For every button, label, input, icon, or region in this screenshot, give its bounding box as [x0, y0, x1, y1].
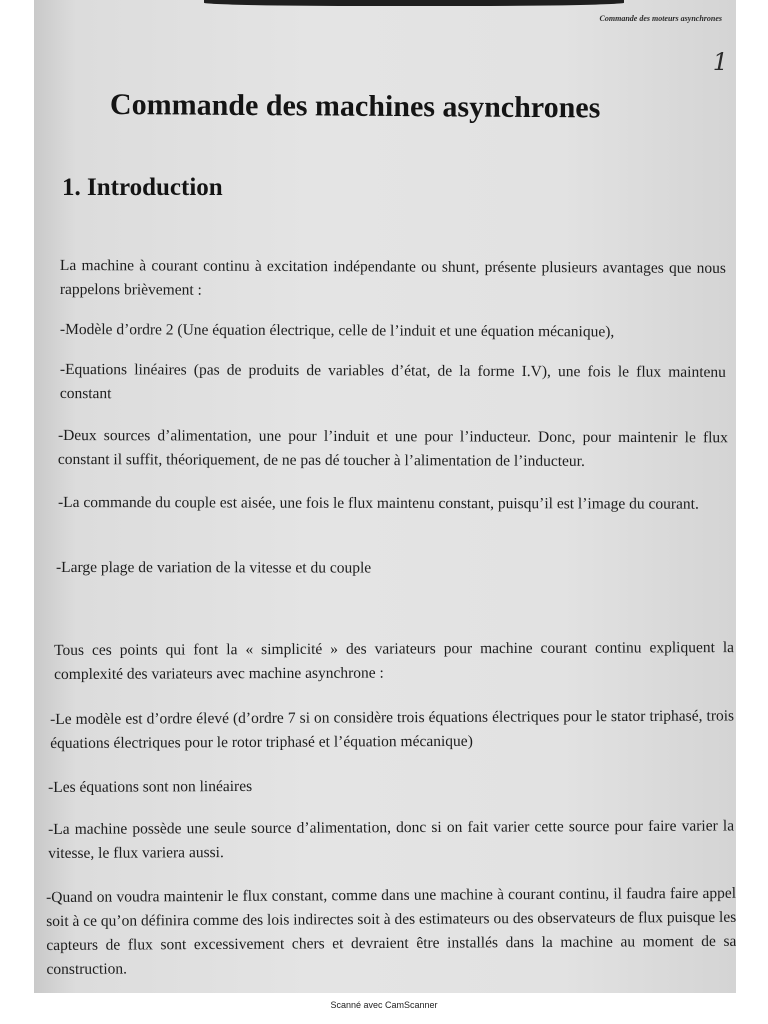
paragraph-complexity-intro: Tous ces points qui font la « simplicité » des variateurs pour machine courant continu expliquent la complexité des variateurs avec machine asynchrone : [54, 638, 735, 683]
paragraph-advantage-range: -Large plage de variation de la vitesse et du couple [55, 558, 372, 577]
paragraph-complexity-nonlinear: -Les équations sont non linéaires [48, 777, 253, 796]
page-top-shadow [204, 0, 624, 6]
section-heading: 1. Introduction [62, 174, 223, 201]
paragraph-advantage-torque: -La commande du couple est aisée, une fois le flux maintenu constant, puisqu’il est l’image du courant. [57, 493, 699, 513]
document-title: Commande des machines asynchrones [109, 88, 601, 125]
paragraph-complexity-order: -Le modèle est d’ordre élevé (d’ordre 7 si on considère trois équations électriques pour le stator triphasé, trois équations électriques pour le rotor triphasé et l’équation mécanique) [50, 706, 735, 752]
scanner-watermark: Scanné avec CamScanner [330, 1000, 438, 1010]
running-header: Commande des moteurs asynchrones [599, 14, 722, 23]
paragraph-complexity-source: -La machine possède une seule source d’alimentation, donc si on fait varier cette source pour faire varier la vitesse, le flux variera aussi. [48, 816, 735, 862]
paragraph-complexity-flux: -Quand on voudra maintenir le flux constant, comme dans une machine à courant continu, il faudra faire appel soit à ce qu’on définira comme des lois indirectes soit à des estimateurs ou des observateurs de flux puisque les capteurs de flux sont excessivement chers et devraient être installés dans la machine au moment de sa construction. [46, 884, 736, 978]
paragraph-advantage-sources: -Deux sources d’alimentation, une pour l’induit et une pour l’inducteur. Donc, pour maintenir le flux constant il suffit, théoriquement, de ne pas dé toucher à l’alimentation de l’inducteur. [57, 426, 728, 470]
handwritten-page-number: 1 [712, 48, 728, 76]
scanned-page [34, 0, 736, 993]
paragraph-intro: La machine à courant continu à excitation indépendante ou shunt, présente plusieurs avantages que nous rappelons brièvement : [59, 256, 726, 299]
paragraph-advantage-order: -Modèle d’ordre 2 (Une équation électrique, celle de l’induit et une équation mécanique), [59, 320, 615, 340]
paragraph-advantage-linear: -Equations linéaires (pas de produits de variables d’état, de la forme I.V), une fois le flux maintenu constant [59, 360, 726, 402]
